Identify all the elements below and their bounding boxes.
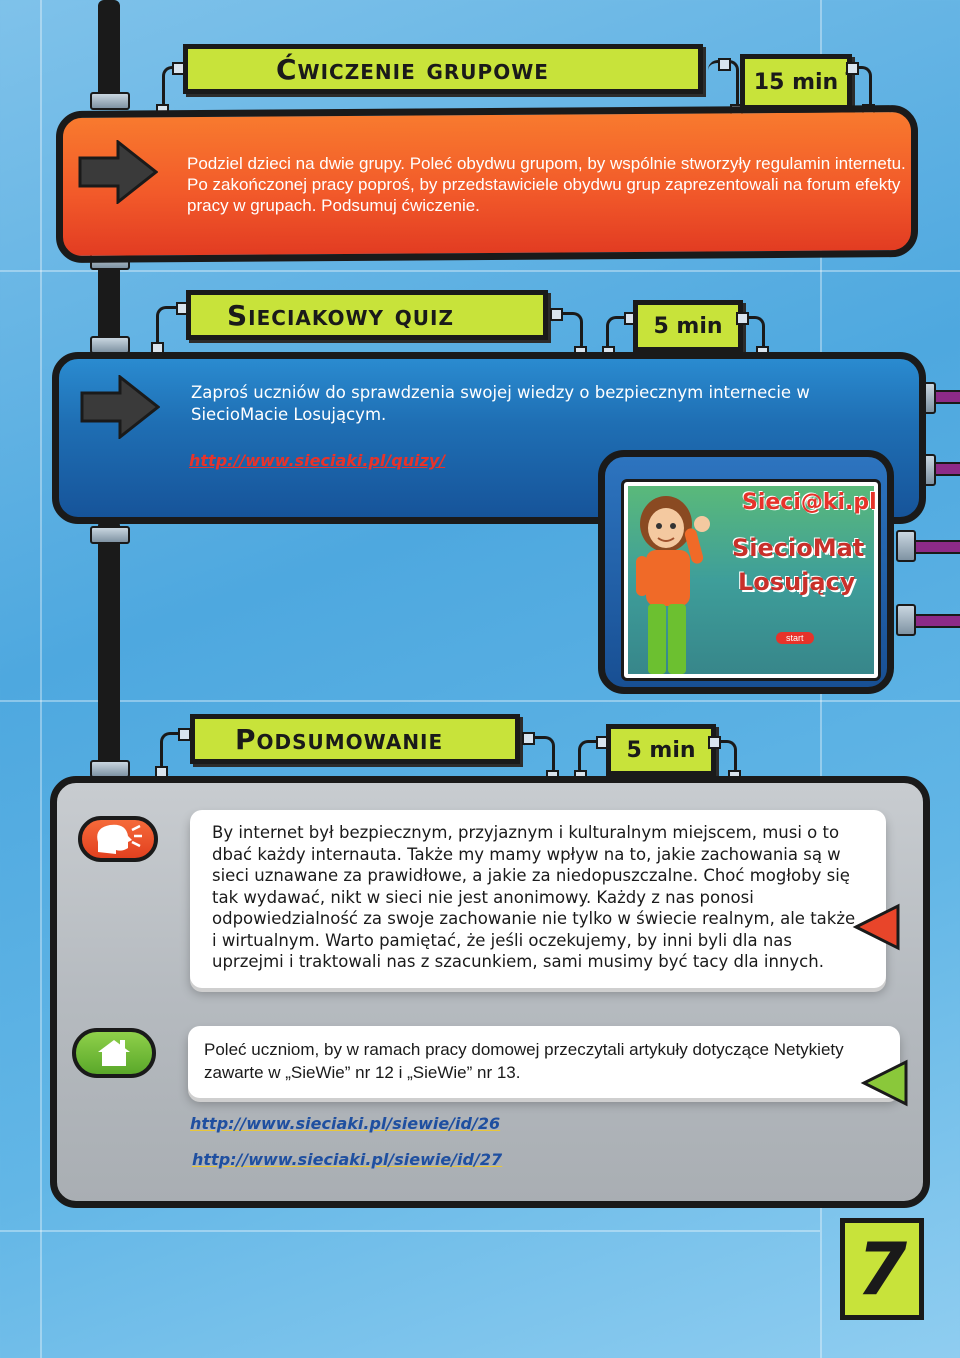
screen-logo: Sieci@ki.pl — [742, 490, 877, 515]
wire-plug — [718, 58, 731, 71]
wire-plug — [550, 308, 563, 321]
section-time: 15 min — [740, 54, 852, 110]
section-title: Ćwiczenie grupowe — [183, 44, 703, 94]
bg-line — [0, 1230, 820, 1232]
homework-card — [188, 1026, 900, 1098]
pipe-joint — [896, 530, 916, 562]
speech-head-icon — [92, 822, 142, 856]
wire-plug — [846, 62, 859, 75]
pipe-joint — [90, 526, 130, 544]
section-time: 5 min — [633, 300, 743, 352]
pipe-joint — [90, 92, 130, 110]
start-button[interactable]: start — [776, 632, 814, 644]
summary-text: By internet był bezpiecznym, przyjaznym i kulturalnym miejscem, musi o to dbać każdy internauta. Także my mamy wpływ na to, jakie zachowania są w sieci uznawane za prawidłowe, a jakie za niedopuszczalne. Choć mogłoby się tak wydawać, nikt w sieci nie jest anonimowy. Każdy z nas ponosi odpowiedzialność za swoje zachowanie nie tylko w świecie realnym, ale także i wirtualnym. Warto pamiętać, że jeśli oczekujemy, by inni byli dla nas uprzejmi i traktowali nas z szacunkiem, sami musimy być tacy dla innych. — [212, 823, 856, 971]
activity-text: Podziel dzieci na dwie grupy. Poleć obydwu grupom, by wspólnie stworzyły regulamin internetu. Po zakończonej pracy poproś, by przedstawiciele obydwu grup zaprezentowali na forum efekty pracy w grupach. Podsumuj ćwiczenie. — [187, 154, 906, 215]
pipe-joint — [896, 604, 916, 636]
screen-title-1: SiecioMat — [732, 534, 865, 562]
tv-frame — [598, 450, 894, 694]
house-icon — [96, 1036, 132, 1068]
bg-line — [40, 0, 42, 1358]
arrow-right-icon — [80, 375, 160, 439]
section-title: Podsumowanie — [190, 714, 520, 764]
summary-card — [190, 810, 886, 988]
activity-text: Zaproś uczniów do sprawdzenia swojej wiedzy o bezpiecznym internecie w SiecioMacie Losującym. — [191, 383, 810, 424]
wire-plug — [708, 736, 721, 749]
house-pill — [72, 1028, 156, 1078]
section-title: Sieciakowy quiz — [186, 290, 548, 340]
vertical-pipe — [98, 520, 120, 780]
character-illustration — [630, 488, 730, 676]
wire-plug — [522, 732, 535, 745]
speech-pill — [78, 816, 158, 862]
screen-title-2: Losujący — [738, 568, 856, 596]
siewie-link-27[interactable]: http://www.sieciaki.pl/siewie/id/27 — [192, 1150, 503, 1169]
quiz-link[interactable]: http://www.sieciaki.pl/quizy/ — [189, 451, 446, 470]
bg-line — [0, 270, 960, 272]
quiz-screenshot[interactable] — [621, 479, 881, 681]
section-time: 5 min — [606, 724, 716, 776]
siewie-link-26[interactable]: http://www.sieciaki.pl/siewie/id/26 — [190, 1114, 501, 1133]
triangle-left-icon — [860, 1058, 910, 1108]
page-number: 7 — [840, 1218, 924, 1320]
bg-line — [0, 700, 960, 702]
triangle-left-icon — [852, 902, 902, 952]
homework-text: Poleć uczniom, by w ramach pracy domowej przeczytali artykuły dotyczące Netykiety zawarte w „SieWie” nr 12 i „SieWie” nr 13. — [204, 1040, 844, 1082]
arrow-right-icon — [78, 140, 158, 204]
wire-plug — [736, 312, 749, 325]
